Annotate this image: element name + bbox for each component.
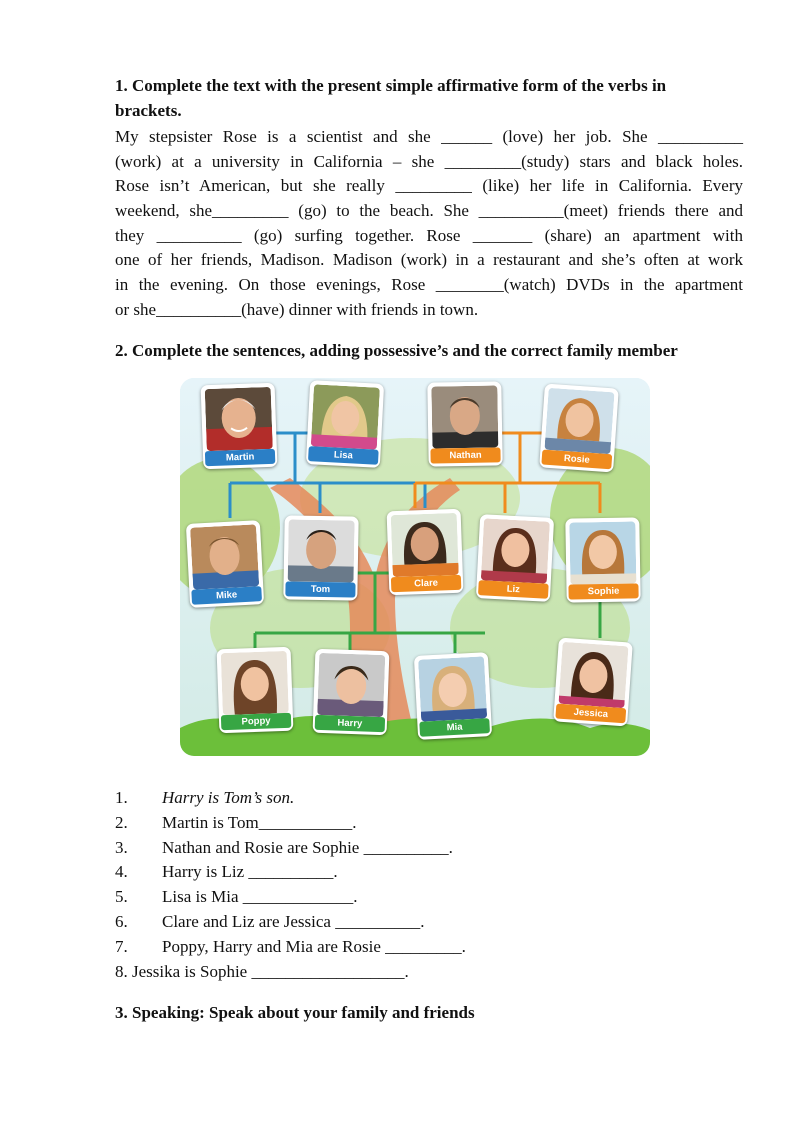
item-text: Harry is Tom’s son.: [162, 788, 295, 807]
name-tag: Liz: [478, 580, 549, 599]
list-item: [115, 960, 715, 985]
item-number: 7.: [115, 936, 128, 956]
family-card-harry: [313, 649, 390, 736]
list-item: [115, 836, 715, 861]
section1-title-line1: 1. Complete the text with the present simple affirmative form of the verbs in: [115, 76, 667, 95]
portrait-mike: [190, 524, 259, 589]
item-text: Poppy, Harry and Mia are Rosie _________.: [162, 936, 466, 956]
portrait-liz: [481, 518, 550, 583]
sentence-list: [115, 786, 715, 984]
portrait-harry: [317, 653, 385, 717]
portrait-mia: [418, 656, 487, 721]
list-item: [115, 910, 715, 935]
family-card-lisa: [306, 380, 384, 468]
text-line: Rose isn’t American, but she really _________ (like) her life in California. Every: [115, 176, 743, 196]
portrait-lisa: [311, 384, 380, 449]
list-item: [115, 811, 715, 836]
text-line: My stepsister Rose is a scientist and she ______ (love) her job. She __________: [115, 127, 743, 146]
family-card-sophie: [565, 517, 640, 602]
text-line: one of her friends, Madison. Madison (work) in a restaurant and she’s often at work: [115, 250, 743, 270]
portrait-tom: [288, 519, 355, 582]
name-tag: Lisa: [308, 446, 379, 465]
name-tag: Jessica: [555, 704, 626, 724]
name-tag: Rosie: [541, 450, 612, 470]
item-text: Harry is Liz __________.: [162, 862, 338, 882]
name-tag: Sophie: [568, 583, 638, 599]
family-card-tom: [283, 515, 358, 600]
list-item: [115, 935, 715, 960]
text-line: they __________ (go) surfing together. Rose _______ (share) an apartment with: [115, 225, 743, 245]
portrait-nathan: [431, 385, 498, 448]
section1-title: [115, 74, 745, 123]
text-line: (work) at a university in California – she _________(study) stars and black holes.: [115, 151, 743, 171]
family-card-martin: [201, 383, 278, 470]
item-number: 4.: [115, 862, 128, 882]
section3-title: 3. Speaking: Speak about your family and friends: [115, 1003, 475, 1022]
family-card-mia: [414, 652, 492, 740]
portrait-poppy: [221, 651, 289, 715]
name-tag: Mike: [191, 586, 262, 605]
name-tag: Mia: [419, 718, 490, 737]
family-card-poppy: [217, 647, 294, 734]
text-line: in the evening. On those evenings, Rose ________(watch) DVDs in the apartment: [115, 275, 743, 295]
family-card-liz: [476, 514, 554, 602]
portrait-sophie: [569, 521, 636, 584]
item-text: Clare and Liz are Jessica __________.: [162, 911, 425, 931]
item-number: 2.: [115, 812, 128, 832]
section1-title-line2: brackets.: [115, 100, 182, 120]
portrait-rosie: [544, 388, 614, 454]
section2-title: 2. Complete the sentences, adding possessive’s and the correct family member: [115, 341, 678, 360]
item-number: 3.: [115, 837, 128, 857]
name-tag: Martin: [205, 449, 275, 466]
item-text: 8. Jessika is Sophie __________________.: [115, 961, 409, 981]
name-tag: Nathan: [430, 447, 500, 463]
text-line: or she__________(have) dinner with friends in town.: [115, 299, 479, 319]
name-tag: Harry: [315, 715, 385, 732]
item-number: 6.: [115, 911, 128, 931]
item-text: Martin is Tom___________.: [162, 812, 357, 832]
family-card-rosie: [539, 384, 619, 473]
family-card-nathan: [427, 381, 502, 466]
family-tree-image: [180, 378, 650, 756]
portrait-clare: [391, 513, 459, 577]
item-number: 5.: [115, 887, 128, 907]
list-item: [115, 885, 715, 910]
portrait-jessica: [558, 642, 628, 708]
family-card-mike: [186, 520, 264, 608]
name-tag: Poppy: [221, 713, 291, 730]
name-tag: Clare: [391, 575, 461, 592]
text-line: weekend, she_________ (go) to the beach. She __________(meet) friends there and: [115, 201, 743, 221]
list-item: [115, 786, 715, 811]
family-card-jessica: [553, 638, 633, 727]
portrait-martin: [205, 387, 273, 451]
section1-text: [115, 125, 743, 323]
item-text: Lisa is Mia _____________.: [162, 887, 358, 907]
list-item: [115, 860, 715, 885]
family-card-clare: [387, 509, 464, 596]
item-text: Nathan and Rosie are Sophie __________.: [162, 837, 453, 857]
name-tag: Tom: [285, 581, 355, 597]
item-number: 1.: [115, 788, 128, 807]
